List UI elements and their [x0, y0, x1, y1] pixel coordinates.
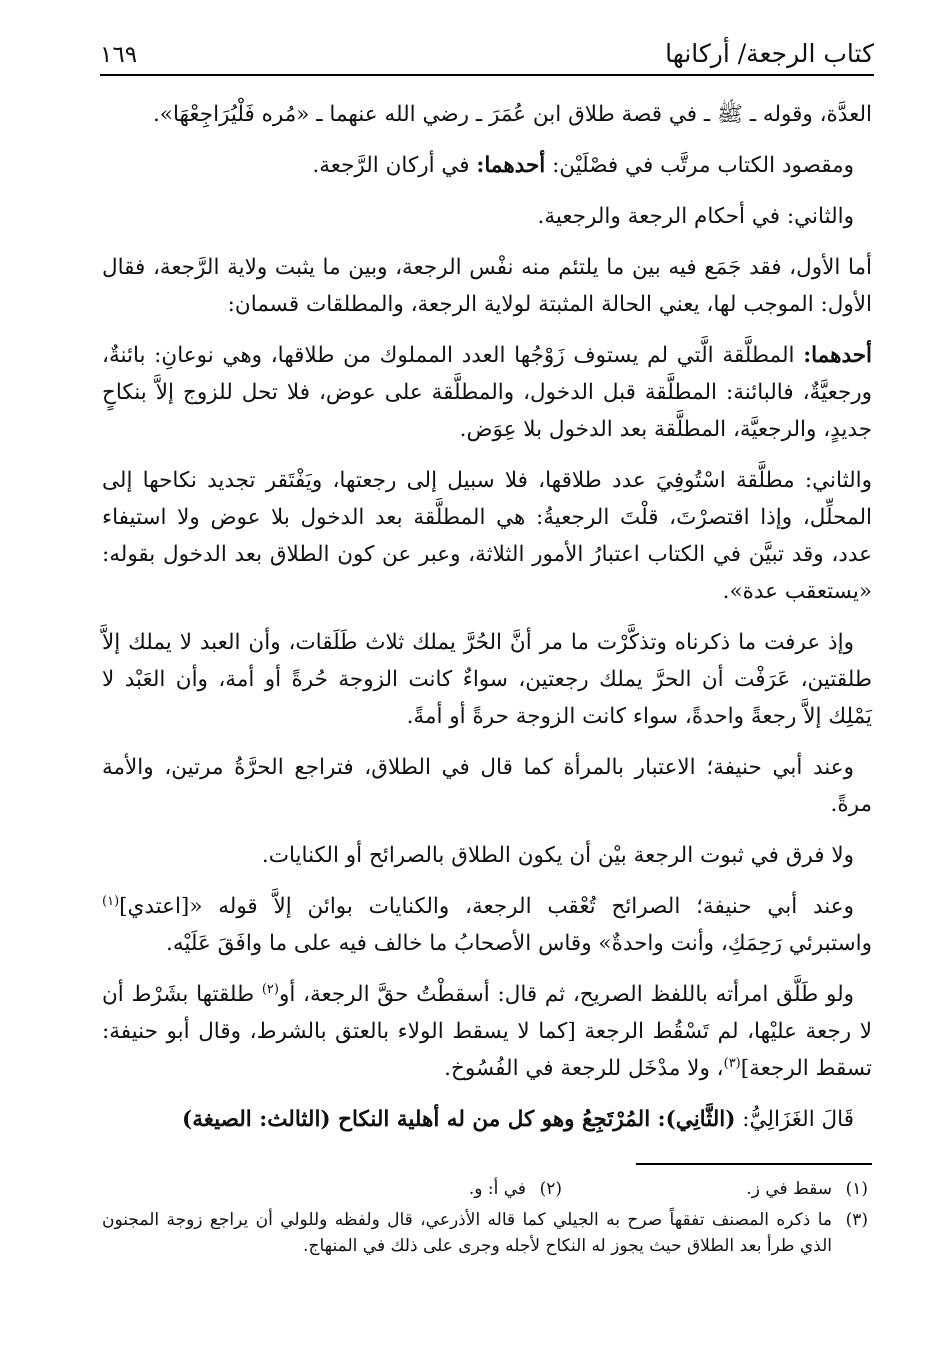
paragraph-2 — [102, 147, 872, 184]
footnote-1-number: (١) — [845, 1179, 868, 1199]
paragraph-11-middle: طلقتها بشَرْط أن لا رجعة عليْها، لم تَسْقُط الرجعة [كما لا يسقط الولاء بالعتق بالشرط، وقال أبو حنيفة: تسقط الرجعة] — [102, 982, 872, 1081]
paragraph-10-tail: واستبرئي رَحِمَكِ، وأنت واحدةٌ» وقاس الأصحابُ ما خالف فيه على ما وافَقَ عَلَيْه. — [165, 931, 872, 956]
paragraph-11-text: ولو طَلَّق امرأته باللفظ الصريح، ثم قال: أسقطْتُ حقَّ الرجعة، أو — [278, 982, 855, 1007]
running-title: كتاب الرجعة/ أركانها — [665, 39, 874, 68]
paragraph-10-text: وعند أبي حنيفة؛ الصرائح تُعْقب الرجعة، والكنايات بوائن إلاَّ قوله «[اعتدي] — [119, 894, 854, 919]
paragraph-5 — [102, 337, 872, 448]
paragraph-6-text: والثاني: مطلَّقة اسْتُوفِيَ عدد طلاقها، فلا سبيل إلى رجعتها، ويَفْتَقر تجديد نكاحها إلى المحلِّل، وإذا اقتصرْتَ، قلْتَ الرجعيةُ: هي المطلَّقة بعد الدخول بلا عوض ولا استيفاء عدد، وقد تبيَّن في الكتاب اعتبارُ الأمور الثلاثة، وعبر عن كون الطلاق بعد الدخول بقوله: «يستعقب عدة». — [102, 468, 872, 604]
footnote-row-1-2 — [102, 1176, 868, 1202]
paragraph-2-bold: أحدهما: — [476, 153, 546, 178]
paragraph-2-tail: في أركان الرَّجعة. — [312, 153, 477, 178]
header-rule — [100, 74, 874, 76]
footnote-ref-3[interactable]: (٣) — [723, 1055, 741, 1071]
paragraph-5-text: المطلَّقة الَّتي لم يستوف زَوْجُها العدد المملوك من طلاقها، وهي نوعانِ: بائنةٌ، ورجعيَّةٌ، فالبائنة: المطلَّقة قبل الدخول، والمطلَّقة على عوض، فلا تحل للزوج إلاَّ بنكاحٍ جديدٍ، والرجعيَّة، المطلَّقة بعد الدخول بلا عِوَض. — [102, 343, 872, 442]
main-text — [102, 96, 872, 1152]
paragraph-12 — [102, 1101, 872, 1138]
paragraph-8 — [102, 749, 872, 823]
paragraph-4 — [102, 249, 872, 323]
footnote-2-text: في أ: و. — [468, 1179, 526, 1199]
footnotes — [102, 1176, 868, 1264]
paragraph-2-text: ومقصود الكتاب مرتَّب في فصْلَيْن: — [545, 153, 854, 178]
paragraph-5-bold: أحدهما: — [803, 343, 872, 368]
page-number: ١٦٩ — [100, 42, 138, 68]
footnote-1-text: سقط في ز. — [746, 1179, 832, 1199]
paragraph-11-tail: ، ولا مدْخَل للرجعة في الفُسُوخ. — [444, 1056, 724, 1081]
paragraph-9 — [102, 837, 872, 874]
paragraph-1 — [102, 96, 872, 133]
footnote-2-number: (٢) — [539, 1179, 562, 1199]
paragraph-4-text: أما الأول، فقد جَمَع فيه بين ما يلتئم منه نفْس الرجعة، وبين ما يثبت ولاية الرَّجعة، فقال الأول: الموجب لها، يعني الحالة المثبتة لولاية الرجعة، والمطلقات قسمان: — [102, 255, 872, 317]
paragraph-10 — [102, 888, 872, 962]
quote-attribution: قَالَ الغَزَالِيُّ: — [735, 1107, 854, 1132]
page-header — [100, 34, 874, 68]
paragraph-8-text: وعند أبي حنيفة؛ الاعتبار بالمرأة كما قال في الطلاق، فتراجع الحرَّةُ مرتين، والأمة مرةً. — [102, 755, 872, 817]
footnote-rule — [636, 1163, 872, 1165]
footnote-ref-2[interactable]: (٢) — [261, 981, 279, 997]
paragraph-7-text: وإذ عرفت ما ذكرناه وتذكَّرْت ما مر أنَّ الحُرَّ يملك ثلاث طَلَقات، وأن العبد لا يملك إلاَّ طلقتين، عَرَفْت أن الحرَّ يملك رجعتين، سواءٌ كانت الزوجة حُرةً أو أمة، وأن العَبْد لا يَمْلِك إلاَّ رجعةً واحدةً، سواء كانت الزوجة حرةً أو أمةً. — [102, 630, 872, 729]
paragraph-1-text: العدَّة، وقوله ـ ﷺ ـ في قصة طلاق ابن عُمَرَ ـ رضي الله عنهما ـ «مُره فَلْيُرَاجِعْهَا». — [152, 102, 872, 127]
paragraph-11 — [102, 976, 872, 1087]
paragraph-6 — [102, 462, 872, 610]
footnote-3-number: (٣) — [845, 1210, 868, 1230]
paragraph-3 — [102, 198, 872, 235]
paragraph-3-text: والثاني: في أحكام الرجعة والرجعية. — [537, 204, 854, 229]
footnote-ref-1[interactable]: (١) — [102, 893, 120, 909]
paragraph-9-text: ولا فرق في ثبوت الرجعة بيْن أن يكون الطلاق بالصرائح أو الكنايات. — [261, 843, 854, 868]
paragraph-7 — [102, 624, 872, 735]
matn-heading: (الثَّانِي): المُرْتَجِعُ وهو كل من له أهلية النكاح (الثالث: الصيغة) — [182, 1107, 736, 1132]
footnote-3-text: ما ذكره المصنف تفقهاً صرح به الجيلي كما قاله الأذرعي، قال ولفظه وللولي أن يراجع زوجة المجنون الذي طرأ بعد الطلاق حيث يجوز له النكاح لأجله وجرى على ذلك في المنهاج. — [102, 1210, 832, 1256]
footnote-row-3 — [102, 1207, 868, 1259]
